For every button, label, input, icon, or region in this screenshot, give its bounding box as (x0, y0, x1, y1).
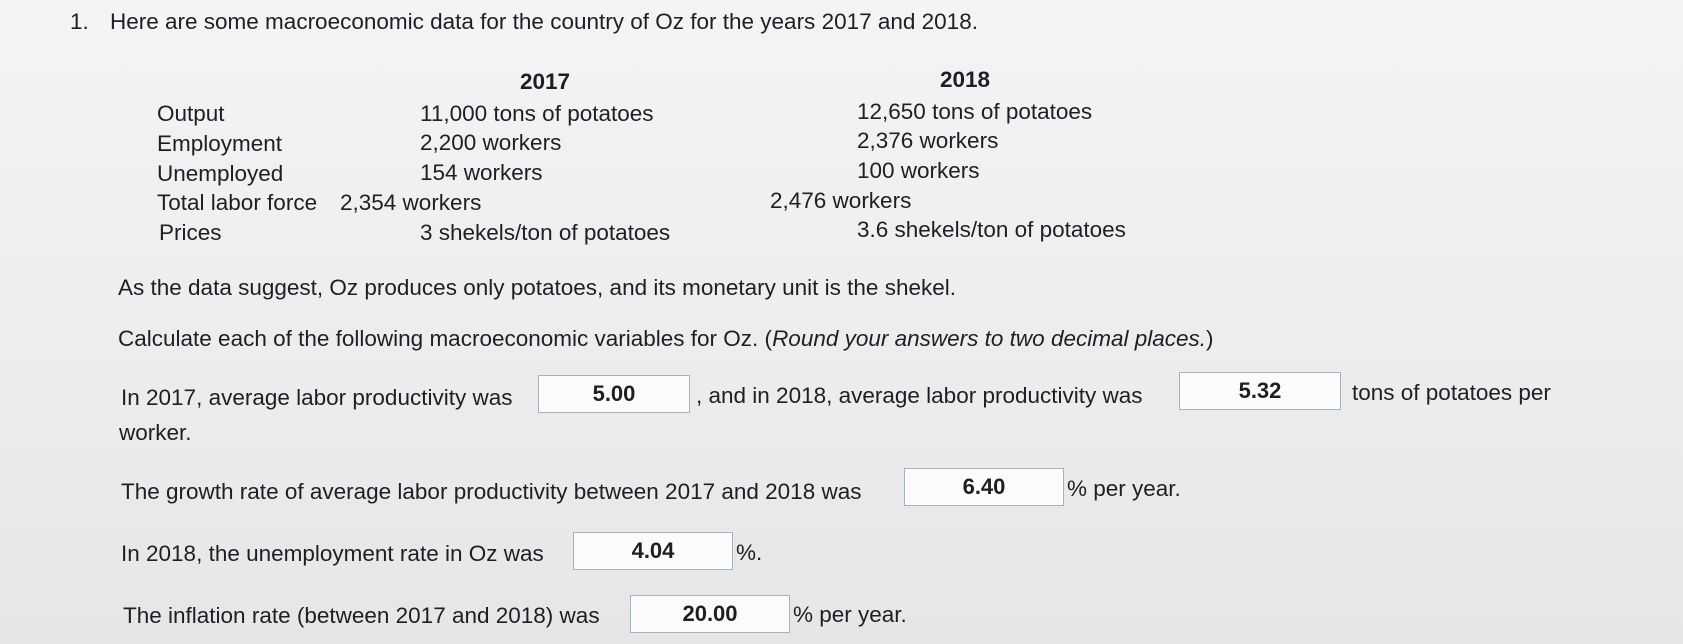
labor-force-2017: 2,354 workers (340, 190, 482, 215)
q1-suffix: tons of potatoes per (1352, 380, 1551, 405)
prices-2018: 3.6 shekels/ton of potatoes (857, 217, 1126, 242)
data-suggest-note: As the data suggest, Oz produces only potatoes, and its monetary unit is the shekel. (118, 275, 956, 300)
unemployment-rate-answer-input[interactable] (573, 532, 733, 570)
q1-middle: , and in 2018, average labor productivity was (696, 383, 1143, 408)
employment-2018: 2,376 workers (857, 128, 999, 153)
row-label-unemployed: Unemployed (157, 161, 284, 186)
productivity-2018-answer-input[interactable] (1179, 372, 1341, 410)
row-label-prices: Prices (159, 220, 222, 245)
calculate-instruction-prefix: Calculate each of the following macroeconomic variables for Oz. ( (118, 326, 773, 351)
row-label-output: Output (157, 101, 225, 126)
unemployed-2018: 100 workers (857, 158, 980, 183)
labor-force-2018: 2,476 workers (770, 188, 912, 213)
q3-suffix: %. (736, 540, 763, 565)
row-label-total-labor-force: Total labor force (157, 190, 318, 215)
output-2018: 12,650 tons of potatoes (857, 99, 1093, 124)
row-label-employment: Employment (157, 131, 283, 156)
q2-prefix: The growth rate of average labor productivity between 2017 and 2018 was (121, 479, 862, 504)
growth-rate-answer-input[interactable] (904, 468, 1064, 506)
inflation-rate-answer-input[interactable] (630, 595, 790, 633)
q3-prefix: In 2018, the unemployment rate in Oz was (121, 541, 544, 566)
employment-2017: 2,200 workers (420, 130, 562, 155)
question-number: 1. (70, 9, 89, 34)
calculate-instruction-suffix: ) (1206, 326, 1214, 351)
q2-suffix: % per year. (1067, 476, 1181, 501)
q4-suffix: % per year. (793, 602, 907, 627)
output-2017: 11,000 tons of potatoes (420, 101, 654, 126)
calculate-instruction (118, 325, 1214, 353)
q4-prefix: The inflation rate (between 2017 and 2018) was (123, 603, 600, 628)
productivity-2017-answer-input[interactable] (538, 375, 690, 413)
year-header-2018: 2018 (940, 67, 991, 92)
year-header-2017: 2017 (520, 69, 571, 94)
q1-wrap: worker. (119, 420, 192, 445)
prices-2017: 3 shekels/ton of potatoes (420, 220, 671, 245)
unemployed-2017: 154 workers (420, 160, 543, 185)
question-intro: Here are some macroeconomic data for the country of Oz for the years 2017 and 2018. (110, 9, 978, 34)
rounding-instruction: Round your answers to two decimal places. (772, 326, 1207, 351)
q1-prefix: In 2017, average labor productivity was (121, 385, 513, 410)
